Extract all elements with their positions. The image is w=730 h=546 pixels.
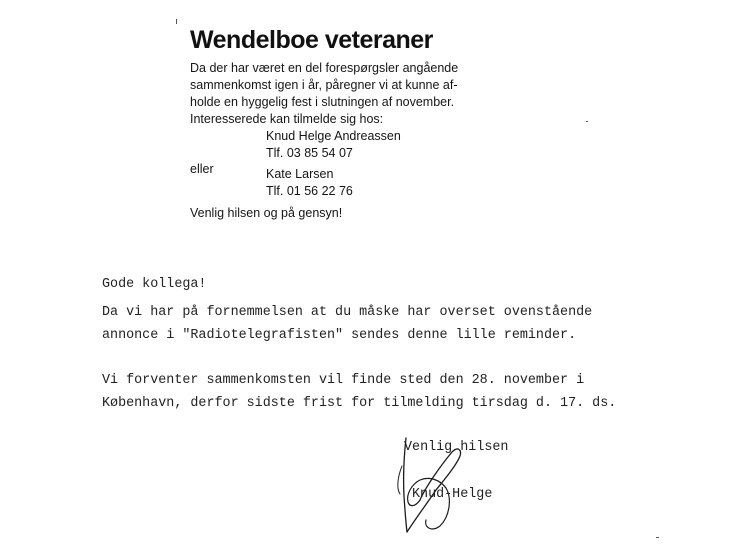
scan-speck [586,121,588,122]
letter-sign-off: Venlig hilsen [404,440,509,455]
announcement-body-line-1: Da der har været en del forespørgsler angående [190,61,459,75]
announcement-body-line-2: sammenkomst igen i år, påregner vi at kunne af- [190,78,458,92]
announcement-title: Wendelboe veteraner [190,26,433,54]
announcement-interested-line: Interesserede kan tilmelde sig hos: [190,112,384,126]
letter-paragraph2-line-2: København, derfor sidste frist for tilmelding tirsdag d. 17. ds. [102,396,617,411]
contact2-phone: Tlf. 01 56 22 76 [266,184,353,198]
contact1-phone: Tlf. 03 85 54 07 [266,146,353,160]
letter-paragraph1-line-2: annonce i "Radiotelegrafisten" sendes denne lille reminder. [102,328,577,343]
scan-speck [656,537,659,538]
letter-paragraph1-line-1: Da vi har på fornemmelsen at du måske har overset ovenstående [102,305,593,320]
announcement-body-line-3: holde en hyggelig fest i slutningen af november. [190,95,455,109]
or-word: eller [190,162,214,176]
handwritten-signature [376,436,486,536]
announcement-closing: Venlig hilsen og på gensyn! [190,206,343,220]
letter-signer: Knud-Helge [412,487,493,502]
letter-paragraph2-line-1: Vi forventer sammenkomsten vil finde sted den 28. november i [102,373,585,388]
contact2-name: Kate Larsen [266,167,334,181]
scan-mark [176,19,177,24]
contact1-name: Knud Helge Andreassen [266,129,401,143]
letter-greeting: Gode kollega! [102,277,207,292]
